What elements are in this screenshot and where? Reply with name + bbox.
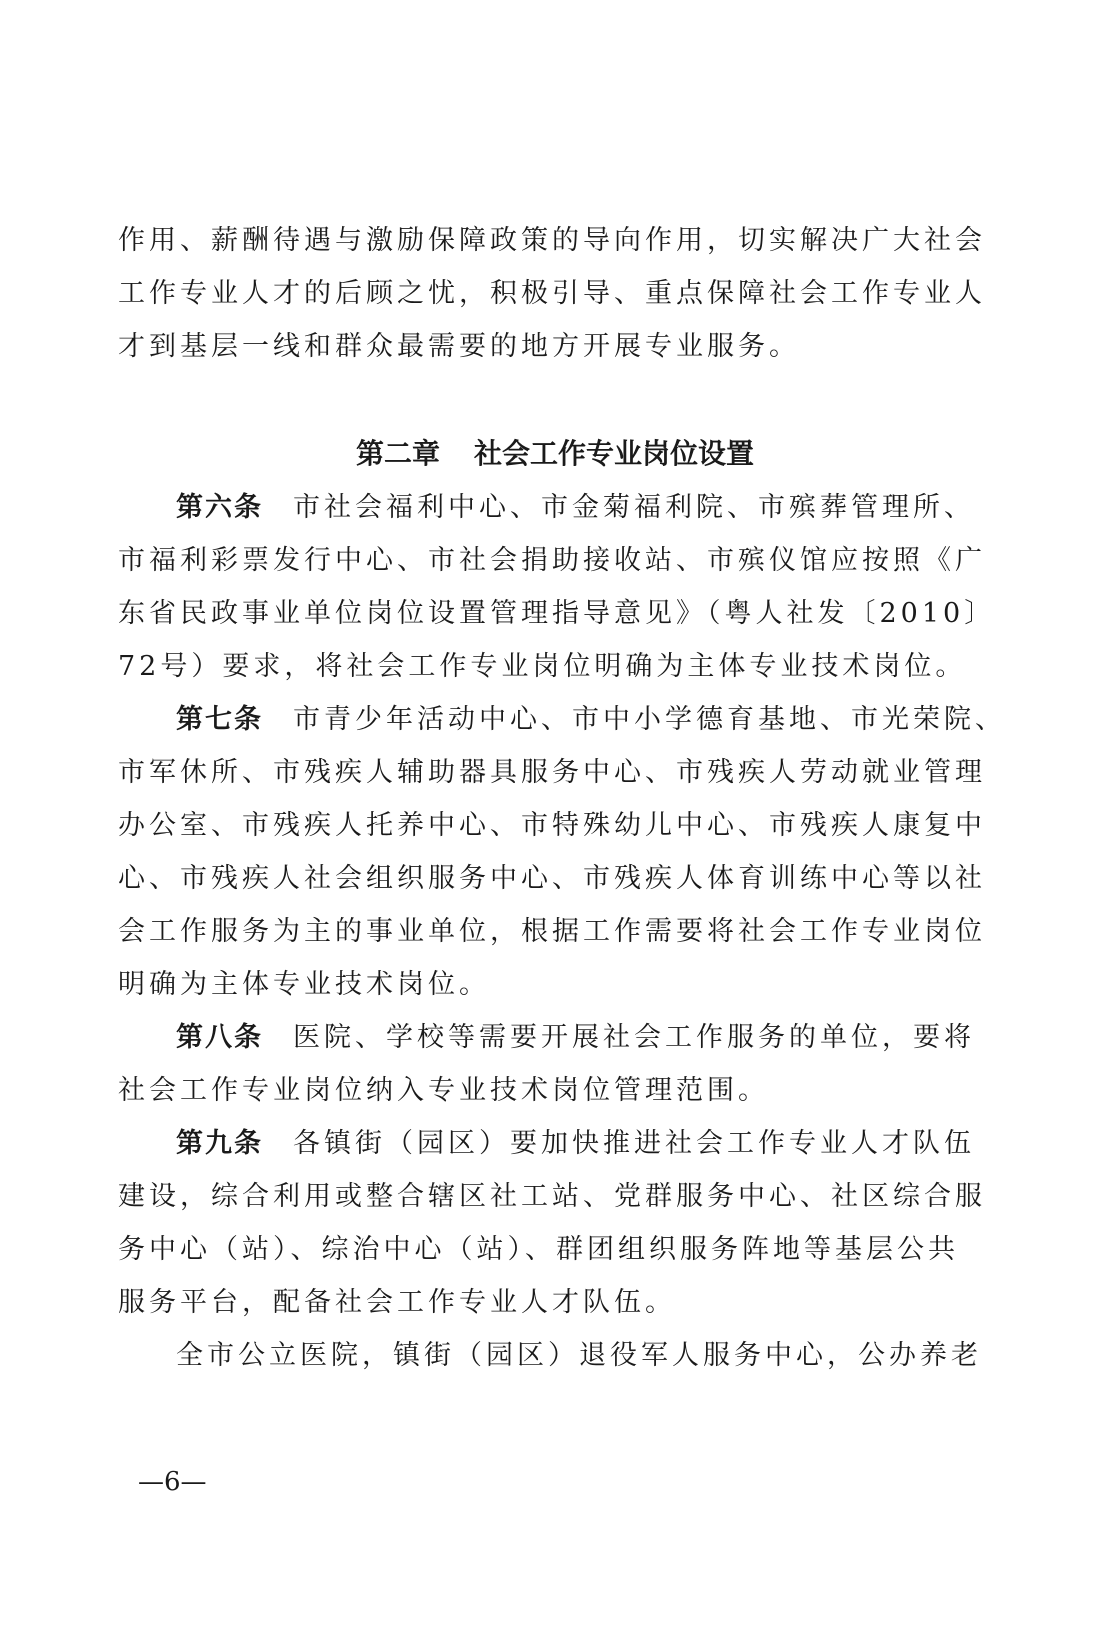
article-label: 第九条 [176, 1128, 263, 1159]
body-line: 全市公立医院，镇街（园区）退役军人服务中心，公办养老 [176, 1340, 982, 1371]
body-line: 东省民政事业单位岗位设置管理指导意见》（粤人社发〔2010〕 [118, 598, 996, 629]
body-line: 才到基层一线和群众最需要的地方开展专业服务。 [118, 331, 800, 362]
body-line: 务中心（站）、综治中心（站）、群团组织服务阵地等基层公共 [118, 1234, 959, 1265]
body-line: 作用、薪酬待遇与激励保障政策的导向作用，切实解决广大社会 [118, 225, 986, 256]
article-line [176, 490, 975, 526]
body-line: 会工作服务为主的事业单位，根据工作需要将社会工作专业岗位 [118, 916, 986, 947]
body-line: 明确为主体专业技术岗位。 [118, 969, 490, 1000]
article-text: 医院、学校等需要开展社会工作服务的单位，要将 [293, 1022, 975, 1053]
body-line: 服务平台，配备社会工作专业人才队伍。 [118, 1287, 676, 1318]
body-line: 72号）要求，将社会工作专业岗位明确为主体专业技术岗位。 [118, 651, 967, 682]
article-text: 市青少年活动中心、市中小学德育基地、市光荣院、 [293, 704, 1006, 735]
article-text: 市社会福利中心、市金菊福利院、市殡葬管理所、 [293, 492, 975, 523]
body-line: 社会工作专业岗位纳入专业技术岗位管理范围。 [118, 1075, 769, 1106]
body-line: 市军休所、市残疾人辅助器具服务中心、市残疾人劳动就业管理 [118, 757, 986, 788]
article-label: 第八条 [176, 1022, 263, 1053]
body-line: 工作专业人才的后顾之忧，积极引导、重点保障社会工作专业人 [118, 278, 986, 309]
article-line [176, 1126, 975, 1162]
chapter-title: 社会工作专业岗位设置 [474, 437, 755, 470]
chapter-heading [0, 436, 1110, 472]
body-line: 市福利彩票发行中心、市社会捐助接收站、市殡仪馆应按照《广 [118, 545, 986, 576]
article-label: 第七条 [176, 704, 263, 735]
chapter-number: 第二章 [355, 437, 440, 470]
article-line [176, 1020, 975, 1056]
article-label: 第六条 [176, 492, 263, 523]
article-line [176, 702, 1006, 738]
article-text: 各镇街（园区）要加快推进社会工作专业人才队伍 [293, 1128, 975, 1159]
body-line: 办公室、市残疾人托养中心、市特殊幼儿中心、市残疾人康复中 [118, 810, 986, 841]
body-line: 建设，综合利用或整合辖区社工站、党群服务中心、社区综合服 [118, 1181, 986, 1212]
body-line: 心、市残疾人社会组织服务中心、市残疾人体育训练中心等以社 [118, 863, 986, 894]
page-number: —6— [138, 1467, 207, 1497]
